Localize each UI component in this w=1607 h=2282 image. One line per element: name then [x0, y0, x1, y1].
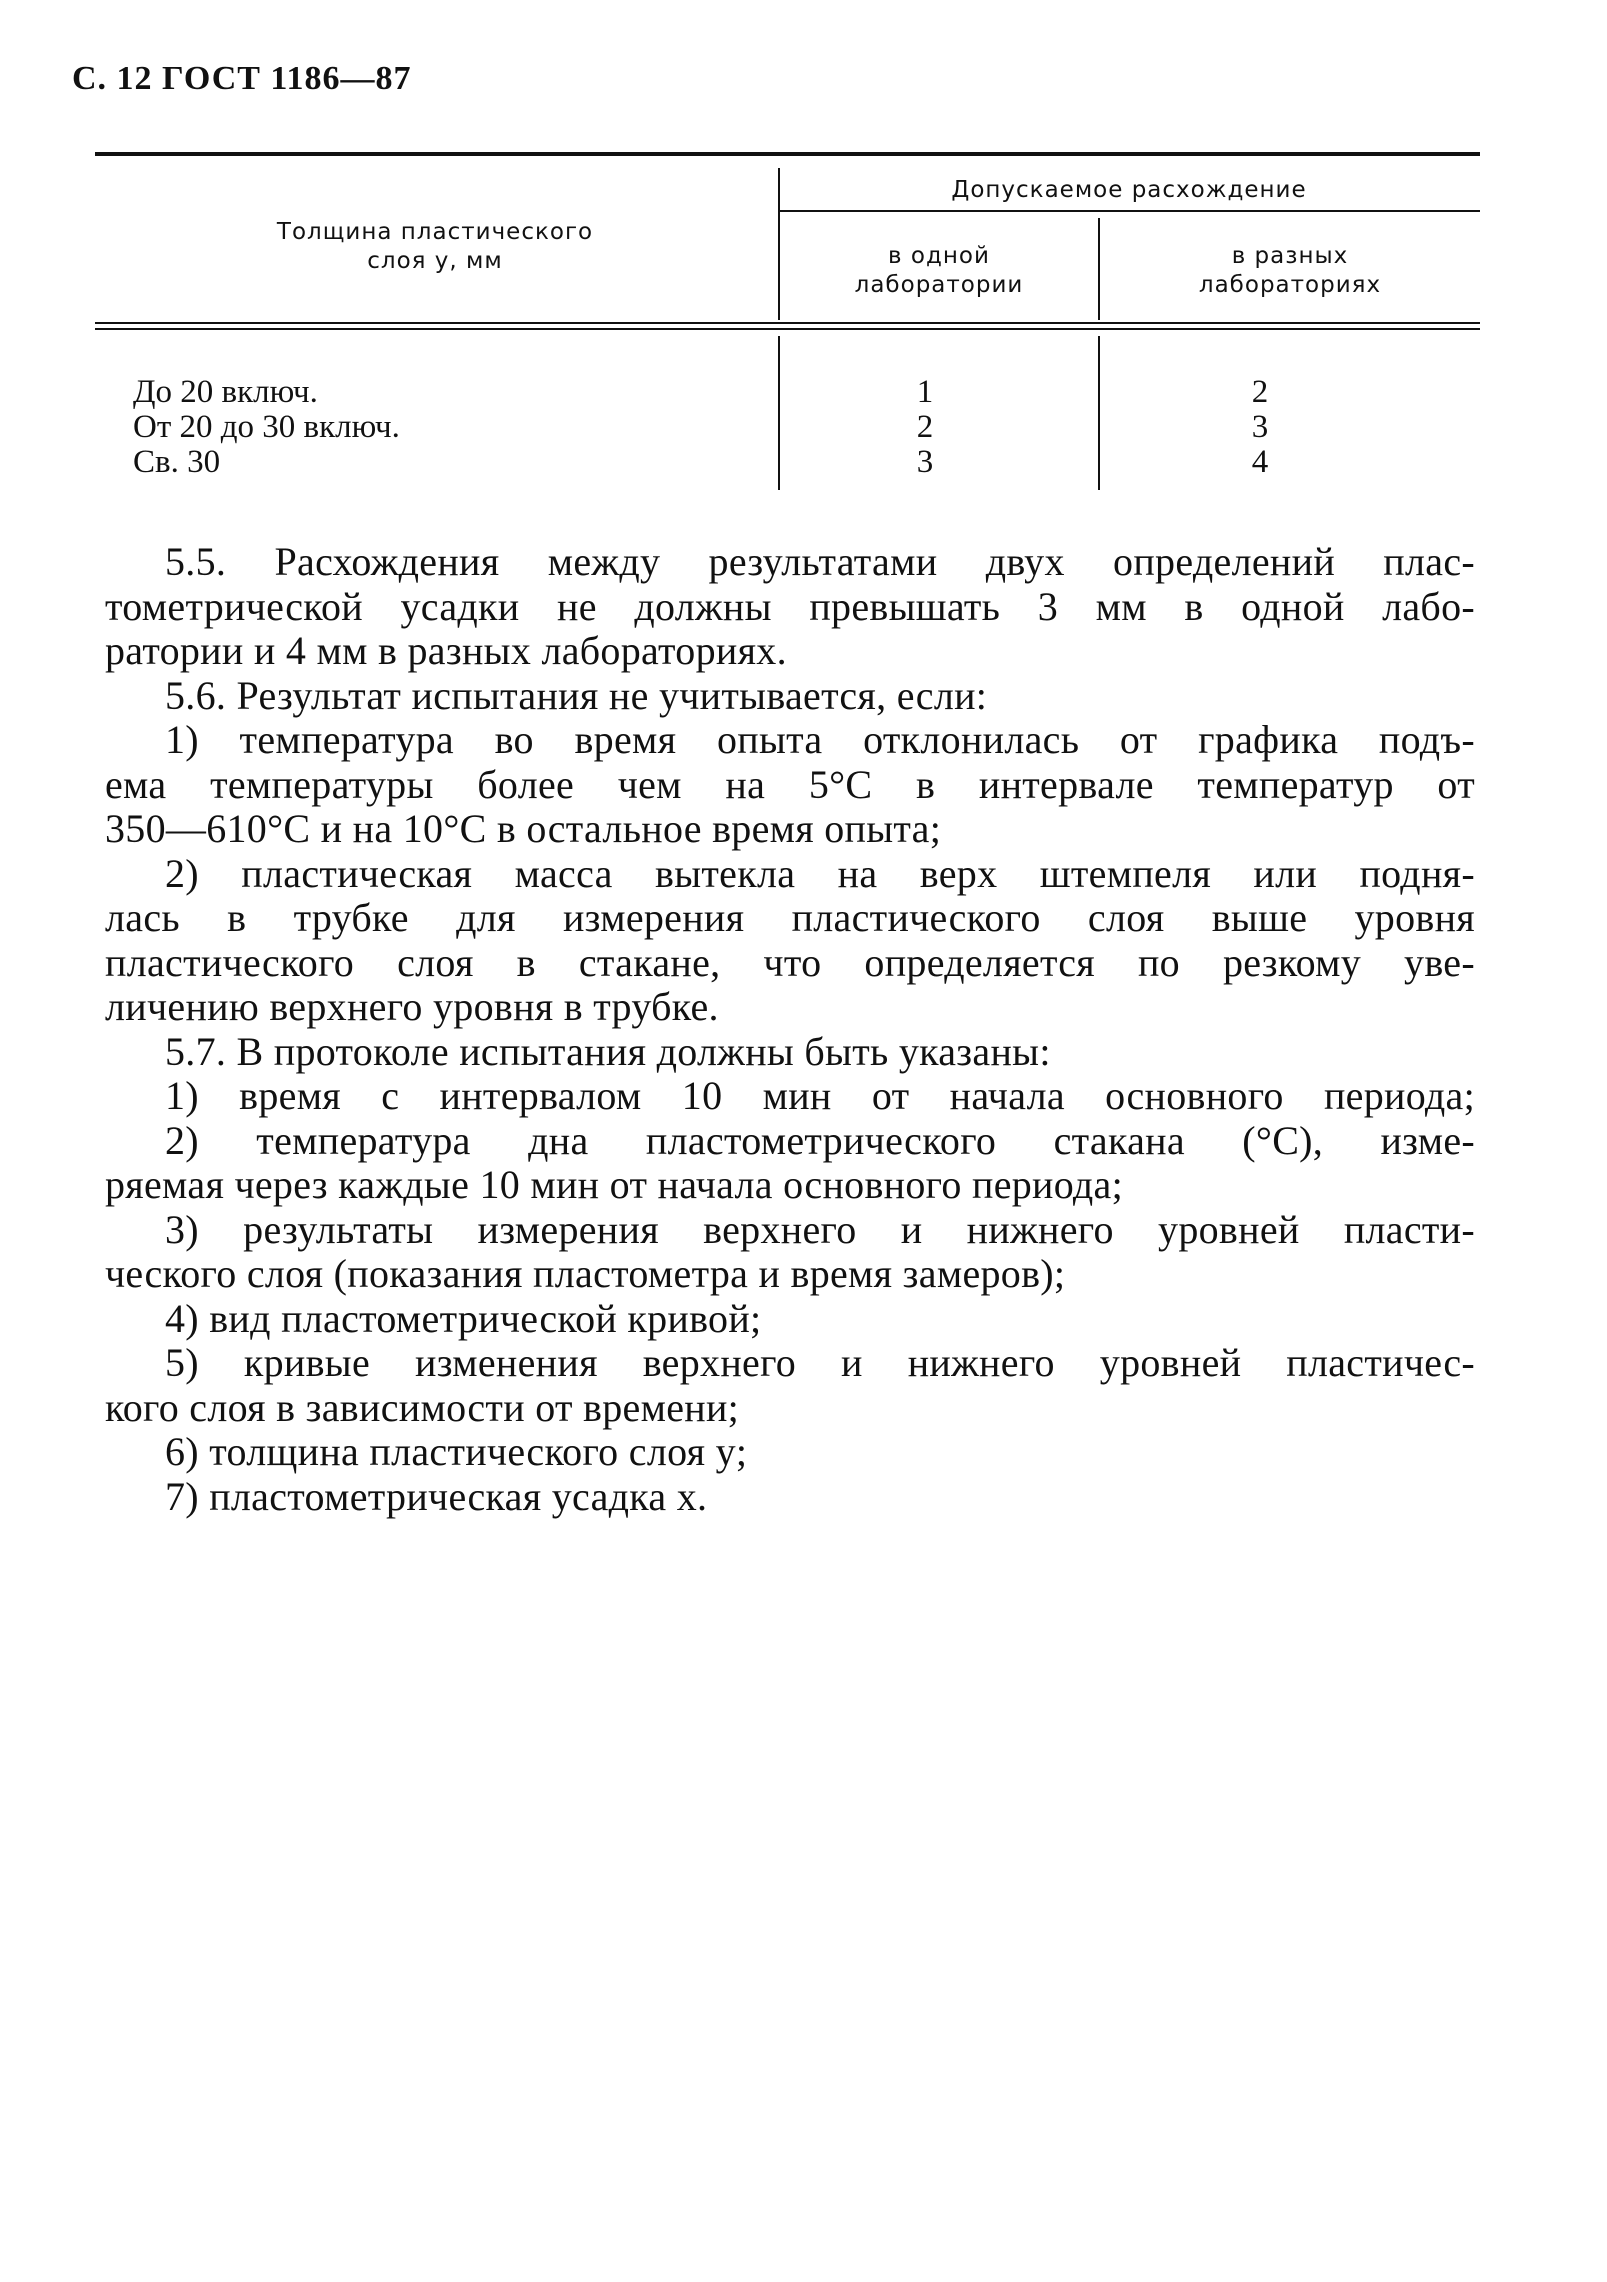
- text-line: 350—610°С и на 10°С в остальное время опыта;: [105, 806, 942, 851]
- group-header-rule: [778, 210, 1480, 212]
- table-cell-diff-labs: 3: [1251, 409, 1269, 445]
- column-header-line: в одной: [888, 243, 990, 269]
- list-item-5-7-4: [165, 1297, 1475, 1342]
- text-line: ема температуры более чем на 5°С в интервале температур от: [105, 761, 1475, 807]
- text-line: 5.7. В протоколе испытания должны быть указаны:: [165, 1028, 1051, 1074]
- text-line: 1) температура во время опыта отклонилась от графика подъ-: [165, 717, 1475, 762]
- table-top-rule: [95, 152, 1480, 156]
- text-line: пластического слоя в стакане, что определяется по резкому уве-: [105, 939, 1475, 985]
- list-item-5-7-5: [105, 1340, 1475, 1430]
- header-rule-2: [95, 328, 1480, 330]
- table-row-label: До 20 включ.: [133, 374, 318, 410]
- column-header-line: лаборатории: [854, 272, 1024, 298]
- text-line: тометрической усадки не должны превышать 3 мм в одной лабо-: [105, 583, 1475, 629]
- column-header-one-lab: [780, 242, 1098, 300]
- column-header-line: Толщина пластического: [276, 219, 594, 245]
- group-header-tolerance: Допускаемое расхождение: [951, 177, 1307, 203]
- table-cell-diff-labs: 4: [1251, 444, 1269, 480]
- text-line: лась в трубке для измерения пластического слоя выше уровня: [105, 895, 1475, 940]
- paragraph-5-6: [165, 674, 1475, 719]
- column-header-line: в разных: [1231, 243, 1349, 269]
- table-cell-diff-labs: 2: [1251, 374, 1269, 410]
- list-item-5-6-1: [105, 717, 1475, 852]
- column-header-diff-labs: [1100, 242, 1480, 300]
- text-line: 4) вид пластометрической кривой;: [165, 1295, 762, 1341]
- table-row-label: Св. 30: [133, 444, 221, 480]
- text-line: кого слоя в зависимости от времени;: [105, 1384, 740, 1430]
- text-line: 2) температура дна пластометрического стакана (°С), изме-: [165, 1117, 1475, 1163]
- text-line: ратории и 4 мм в разных лабораториях.: [105, 628, 787, 673]
- table-cell-one-lab: 3: [916, 444, 934, 480]
- page-title: С. 12 ГОСТ 1186—87: [72, 60, 412, 97]
- text-line: 6) толщина пластического слоя y;: [165, 1429, 748, 1474]
- column-header-thickness: [115, 218, 755, 276]
- table-row-label: От 20 до 30 включ.: [133, 409, 400, 445]
- text-line: личению верхнего уровня в трубке.: [105, 984, 719, 1029]
- text-line: 1) время с интервалом 10 мин от начала основного периода;: [165, 1073, 1475, 1118]
- column-header-line: слоя y, мм: [367, 248, 503, 274]
- list-item-5-7-1: [165, 1074, 1475, 1119]
- list-item-5-7-7: [165, 1475, 1475, 1520]
- col-divider-1-body: [778, 336, 780, 490]
- text-line: ряемая через каждые 10 мин от начала основного периода;: [105, 1162, 1124, 1207]
- paragraph-5-5: [105, 539, 1475, 674]
- list-item-5-7-2: [105, 1117, 1475, 1208]
- table-cell-one-lab: 1: [916, 374, 934, 410]
- text-line: 5.6. Результат испытания не учитывается, если:: [165, 672, 988, 718]
- list-item-5-7-3: [105, 1206, 1475, 1297]
- header-rule-1: [95, 322, 1480, 324]
- list-item-5-7-6: [165, 1430, 1475, 1475]
- paragraph-5-7: [165, 1030, 1475, 1075]
- body-text: [105, 539, 1475, 1519]
- text-line: 2) пластическая масса вытекла на верх штемпеля или подня-: [165, 850, 1475, 896]
- text-line: ческого слоя (показания пластометра и время замеров);: [105, 1251, 1066, 1296]
- column-header-line: лабораториях: [1198, 272, 1382, 298]
- text-line: 5) кривые изменения верхнего и нижнего уровней пластичес-: [165, 1340, 1475, 1385]
- text-line: 7) пластометрическая усадка x.: [165, 1473, 708, 1519]
- list-item-5-6-2: [105, 850, 1475, 1030]
- table-cell-one-lab: 2: [916, 409, 934, 445]
- text-line: 5.5. Расхождения между результатами двух определений плас-: [165, 539, 1475, 584]
- text-line: 3) результаты измерения верхнего и нижнего уровней пласти-: [165, 1206, 1475, 1252]
- tolerance-table: [95, 152, 1480, 497]
- col-divider-2-body: [1098, 336, 1100, 490]
